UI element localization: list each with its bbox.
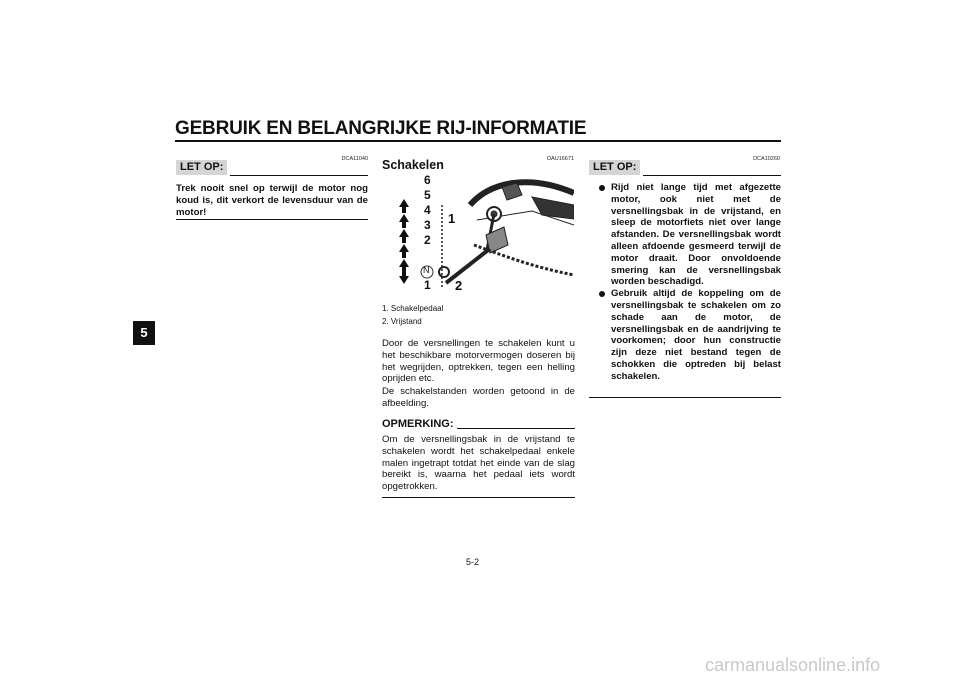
gear-label-6: 6 [424, 173, 431, 187]
page-title: GEBRUIK EN BELANGRIJKE RIJ-INFORMATIE [175, 118, 587, 139]
col3-code: DCA10260 [753, 156, 780, 162]
callout-1: 1 [448, 211, 456, 226]
gear-label-neutral: N [423, 265, 430, 275]
watermark: carmanualsonline.info [705, 655, 881, 675]
note-end-rule [382, 497, 575, 498]
shift-paragraph-2: De schakelstanden worden getoond in de afbeelding. [382, 386, 575, 409]
col3-end-rule [589, 397, 781, 398]
chapter-tab: 5 [133, 321, 155, 345]
gear-label-3: 3 [424, 218, 431, 232]
bullet-item [599, 288, 781, 382]
col3-letop-badge: LET OP: [589, 160, 640, 175]
col1-warning-text: Trek nooit snel op terwijl de motor nog koud is, dit verkort de levensduur van de motor! [176, 183, 368, 218]
shift-figure [382, 175, 574, 297]
section-heading: Schakelen [382, 158, 444, 172]
shift-pedal-illustration [382, 175, 574, 297]
page-number: 5-2 [466, 557, 480, 567]
bullet-icon [599, 291, 605, 297]
bullet-text: Gebruik altijd de koppeling om de versnellingsbak te schakelen om zo schade aan de motor, de versnellingsbak en de aandrijving te voorkomen; door hun constructie zijn deze niet bestand tegen de schokken die optreden bij belast schakelen. [611, 288, 781, 382]
figure-caption-1: 1. Schakelpedaal [382, 304, 444, 313]
note-text: Om de versnellingsbak in de vrijstand te schakelen wordt het schakelpedaal enkele malen ingetrapt totdat het einde van de slag bereikt is, waarna het pedaal iets wordt opgetrokken. [382, 434, 575, 493]
callout-2: 2 [455, 278, 463, 293]
col1-letop-badge: LET OP: [176, 160, 227, 175]
note-label-rule [457, 428, 575, 429]
gear-label-4: 4 [424, 203, 431, 217]
gear-label-2: 2 [424, 233, 431, 247]
bullet-item [599, 182, 781, 288]
note-label: OPMERKING: [382, 418, 454, 430]
gear-label-1: 1 [424, 278, 431, 292]
col1-code: DCA11040 [341, 156, 368, 162]
col2-code: DAU16671 [547, 156, 574, 162]
bullet-text: Rijd niet lange tijd met afgezette motor, ook niet met de versnellingsbak in de vrijstand, en sleep de motorfiets niet over lange afstanden. De versnellingsbak wordt alleen afdoende gesmeerd terwijl de motor draait. Door onvoldoende smering kan de versnellingsbak worden beschadigd. [611, 182, 781, 288]
shift-paragraph: Door de versnellingen te schakelen kunt u het beschikbare motorvermogen doseren bij het wegrijden, optrekken, tegen een helling oprijden etc. [382, 338, 575, 385]
col3-badge-rule [643, 175, 781, 176]
figure-caption-2: 2. Vrijstand [382, 317, 422, 326]
title-rule [175, 140, 781, 142]
col1-end-rule [176, 219, 368, 220]
col3-bullet-list [599, 182, 781, 383]
bullet-icon [599, 185, 605, 191]
gear-label-5: 5 [424, 188, 431, 202]
col1-badge-rule [230, 175, 368, 176]
